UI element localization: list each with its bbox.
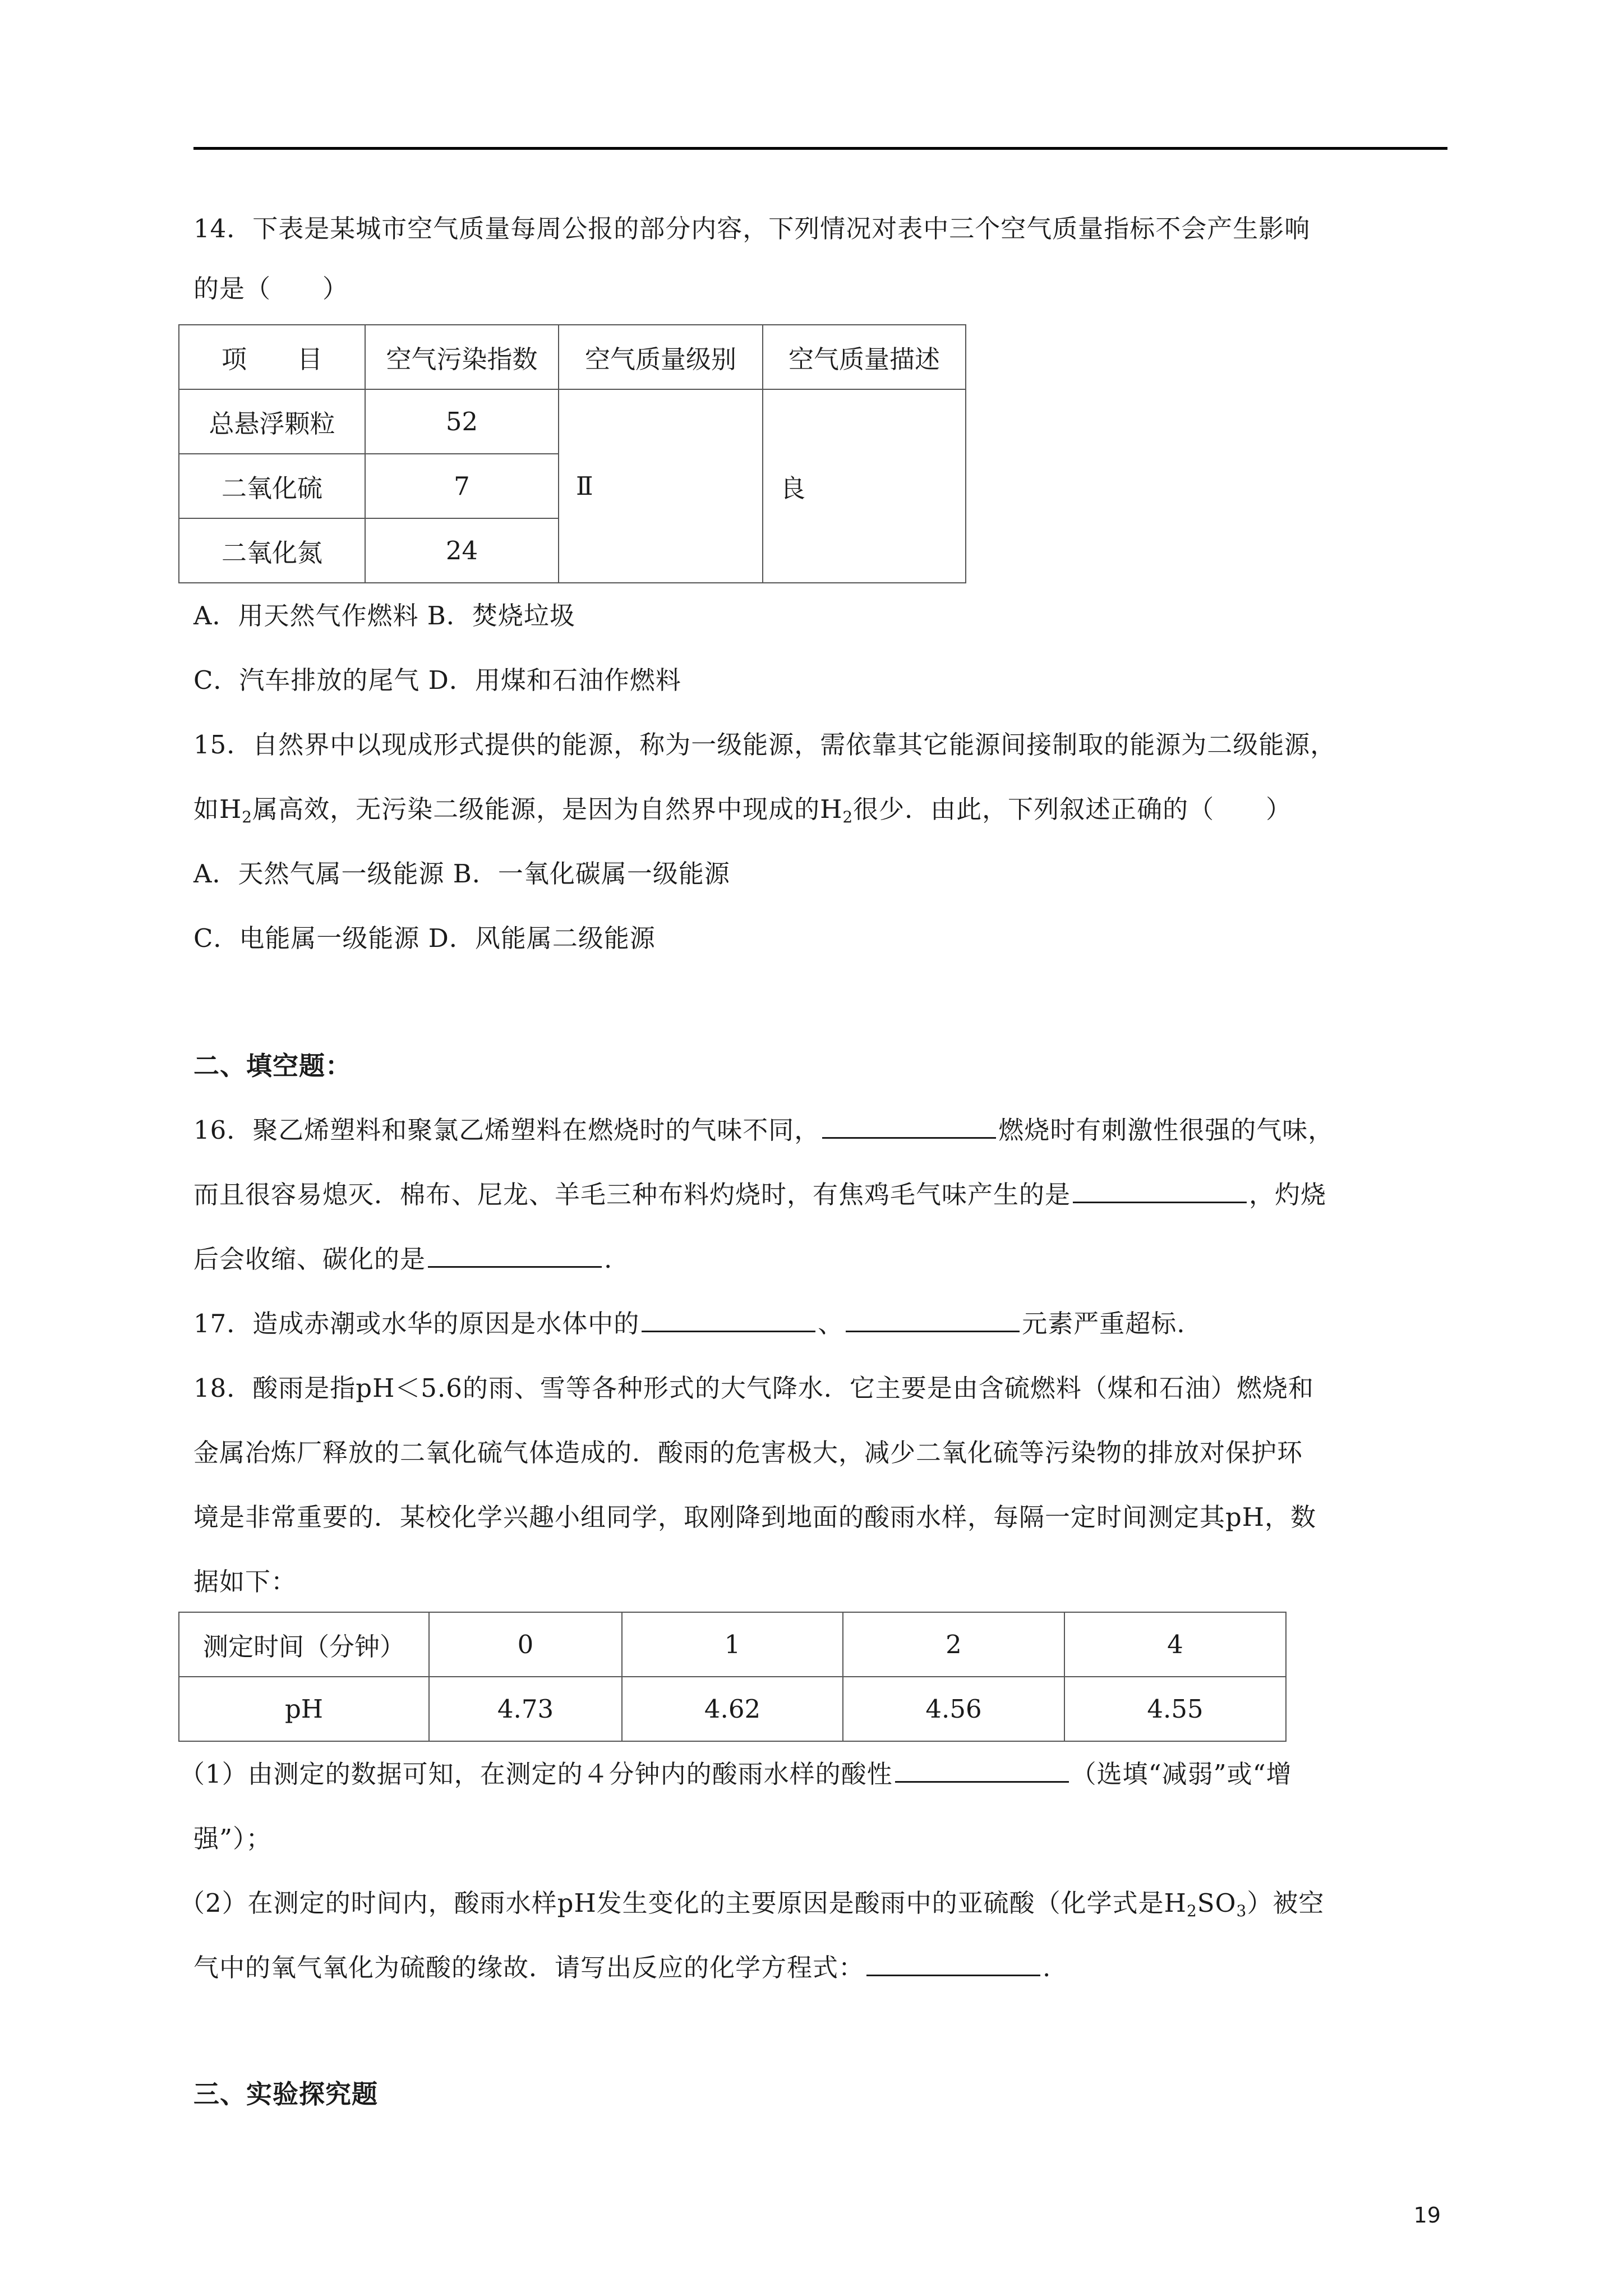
q16-line2: 而且很容易熄灭．棉布、尼龙、羊毛三种布料灼烧时，有焦鸡毛气味产生的是 ，灼烧 xyxy=(193,1180,1327,1209)
q16-line3: 后会收缩、碳化的是 . xyxy=(193,1244,613,1274)
air-quality-table xyxy=(178,324,966,583)
q18-line2: 金属冶炼厂释放的二氧化硫气体造成的．酸雨的危害极大，减少二氧化硫等污染物的排放对保护环 xyxy=(193,1438,1303,1467)
q18-part1-line1: （1）由测定的数据可知，在测定的４分钟内的酸雨水样的酸性 （选填“减弱”或“增 xyxy=(179,1759,1292,1789)
table-header-index: 空气污染指数 xyxy=(365,325,559,389)
q15-options-ab: A．天然气属一级能源 B．一氧化碳属一级能源 xyxy=(193,859,730,889)
answer-blank xyxy=(866,1952,1040,1976)
table-ph-value: 4.56 xyxy=(843,1677,1064,1741)
table-header-item: 项 目 xyxy=(179,325,365,389)
table-ph-value: 4.73 xyxy=(429,1677,622,1741)
answer-blank xyxy=(822,1115,996,1139)
table-time-value: 2 xyxy=(843,1612,1064,1677)
table-row-item: 二氧化硫 xyxy=(179,454,365,518)
q18-part1-line2: 强”）； xyxy=(193,1824,272,1853)
table-header-level: 空气质量级别 xyxy=(559,325,763,389)
answer-blank xyxy=(846,1308,1020,1332)
answer-blank xyxy=(642,1308,815,1332)
q14-stem-line2: 的是（ ） xyxy=(193,274,349,303)
q14-stem-line1: 14．下表是某城市空气质量每周公报的部分内容，下列情况对表中三个空气质量指标不会产生影响 xyxy=(193,214,1311,243)
table-row-item: 二氧化氮 xyxy=(179,518,365,583)
table-row-index: 24 xyxy=(365,518,559,583)
table-row-index: 7 xyxy=(365,454,559,518)
q16-line1: 16．聚乙烯塑料和聚氯乙烯塑料在燃烧时的气味不同， 燃烧时有刺激性很强的气味， xyxy=(193,1115,1334,1145)
air-quality-level: Ⅱ xyxy=(559,389,763,583)
table-time-value: 1 xyxy=(622,1612,843,1677)
q18-part2-line2: 气中的氧气氧化为硫酸的缘故．请写出反应的化学方程式： . xyxy=(193,1953,1052,1982)
q18-line1: 18．酸雨是指pH＜5.6的雨、雪等各种形式的大气降水．它主要是由含硫燃料（煤和石油）燃烧和 xyxy=(193,1373,1314,1403)
section-heading-fill-in: 二、填空题： xyxy=(193,1051,352,1081)
table-time-value: 4 xyxy=(1064,1612,1286,1677)
q15-options-cd: C．电能属一级能源 D．风能属二级能源 xyxy=(193,923,656,953)
q18-line3: 境是非常重要的．某校化学兴趣小组同学，取刚降到地面的酸雨水样，每隔一定时间测定其pH，数 xyxy=(193,1502,1317,1532)
table-ph-label: pH xyxy=(179,1677,429,1741)
answer-blank xyxy=(1073,1179,1247,1203)
ph-measurement-table xyxy=(178,1612,1287,1742)
section-heading-experiment: 三、实验探究题 xyxy=(193,2079,378,2109)
air-quality-description: 良 xyxy=(763,389,966,583)
table-ph-value: 4.55 xyxy=(1064,1677,1286,1741)
table-row-index: 52 xyxy=(365,389,559,454)
table-time-value: 0 xyxy=(429,1612,622,1677)
q17-line: 17．造成赤潮或水华的原因是水体中的 、 元素严重超标. xyxy=(193,1309,1186,1338)
table-row-item: 总悬浮颗粒 xyxy=(179,389,365,454)
q15-stem-line1: 15．自然界中以现成形式提供的能源，称为一级能源，需依靠其它能源间接制取的能源为二级能源， xyxy=(193,730,1336,760)
page-number: 19 xyxy=(1413,2203,1441,2228)
answer-blank xyxy=(895,1759,1069,1783)
table-header-description: 空气质量描述 xyxy=(763,325,966,389)
header-rule xyxy=(193,147,1447,150)
answer-blank xyxy=(428,1244,602,1268)
q18-part2-line1: （2）在测定的时间内，酸雨水样pH发生变化的主要原因是酸雨中的亚硫酸（化学式是$H_2SO_3$）被空 xyxy=(179,1888,1325,1920)
q18-line4: 据如下： xyxy=(193,1567,297,1596)
table-ph-value: 4.62 xyxy=(622,1677,843,1741)
q14-options-cd: C．汽车排放的尾气 D．用煤和石油作燃料 xyxy=(193,665,681,695)
q14-options-ab: A．用天然气作燃料 B．焚烧垃圾 xyxy=(193,601,575,631)
table-time-label: 测定时间（分钟） xyxy=(179,1612,429,1677)
q15-stem-line2: 如$H_2$属高效，无污染二级能源，是因为自然界中现成的$H_2$很少．由此，下列叙述正确的（ ） xyxy=(193,794,1292,826)
